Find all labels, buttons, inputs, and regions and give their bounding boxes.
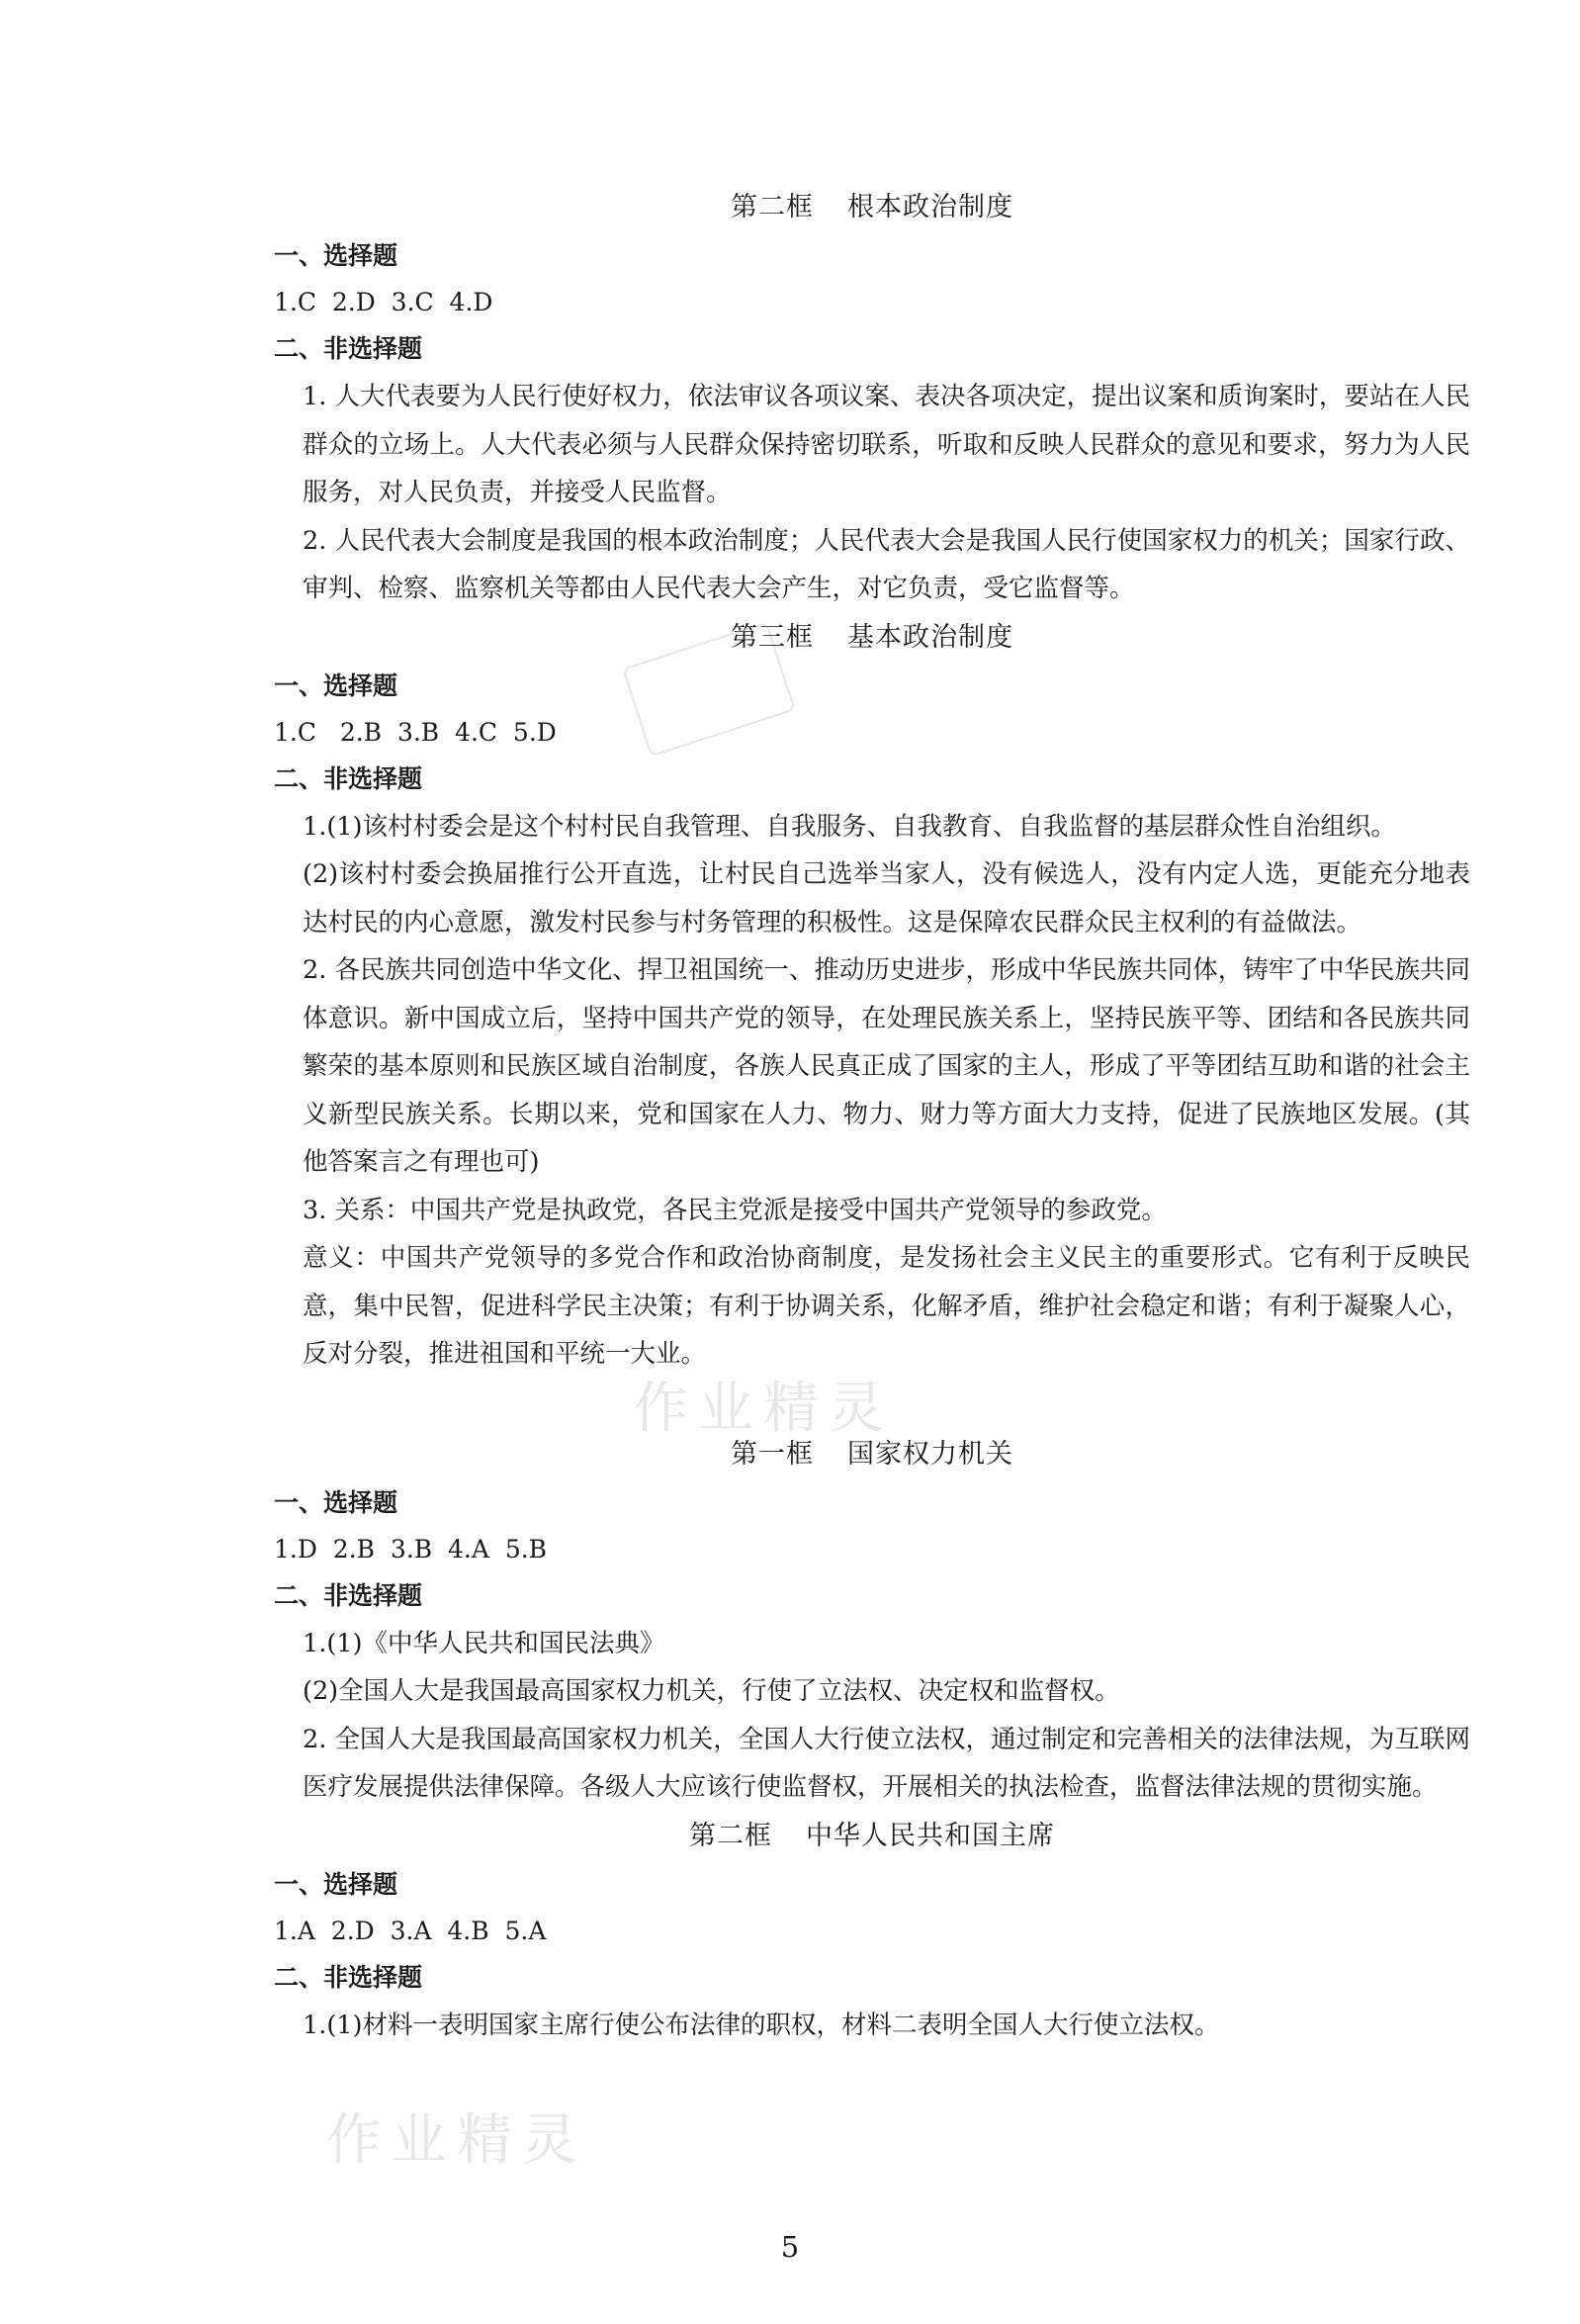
section-name: 根本政治制度 [847,192,1013,223]
section-title [274,613,1470,663]
page-content [274,183,1470,2049]
answer-paragraph: 2. 人民代表大会制度是我国的根本政治制度；人民代表大会是我国人民行使国家权力的机关；国家行政、审判、检察、监察机关等都由人民代表大会产生，对它负责，受它监督等。 [303,525,1470,603]
section-name: 国家权力机关 [847,1438,1013,1470]
choice-answers: 1.D 2.B 3.B 4.A 5.B [274,1534,548,1564]
answer-paragraph: 1.(1)材料一表明国家主席行使公布法律的职权，材料二表明全国人大行使立法权。 [303,2010,1220,2040]
section-number: 第一框 [731,1438,814,1470]
answer-paragraph: 1. 人大代表要为人民行使好权力，依法审议各项议案、表决各项决定，提出议案和质询案时，要站在人民群众的立场上。人大代表必须与人民群众保持密切联系，听取和反映人民群众的意见和要求，努力为人民服务，对人民负责，并接受人民监督。 [303,382,1470,507]
page-number: 5 [780,2230,800,2264]
lesson-title [274,1379,1470,1430]
section-title [274,183,1470,232]
section-title [274,1430,1470,1479]
answer-paragraph: (2)全国人大是我国最高国家权力机关，行使了立法权、决定权和监督权。 [303,1676,1120,1706]
choice-label: 一、选择题 [274,241,398,270]
choice-answers: 1.A 2.D 3.A 4.B 5.A [274,1916,547,1945]
section-title [274,1812,1470,1861]
section-number: 第三框 [731,621,814,653]
answer-paragraph: (2)该村村委会换届推行公开直选，让村民自己选举当家人，没有候选人，没有内定人选，更能充分地表达村民的内心意愿，激发村民参与村务管理的积极性。这是保障农民群众民主权利的有益做法。 [303,859,1470,938]
answer-paragraph: 2. 全国人大是我国最高国家权力机关，全国人大行使立法权，通过制定和完善相关的法律法规，为互联网医疗发展提供法律保障。各级人大应该行使监督权，开展相关的执法检查，监督法律法规的贯彻实施。 [303,1724,1470,1802]
answer-paragraph: 1.(1)该村村委会是这个村村民自我管理、自我服务、自我教育、自我监督的基层群众性自治组织。 [303,811,1396,842]
answer-paragraph: 2. 各民族共同创造中华文化、捍卫祖国统一、推动历史进步，形成中华民族共同体，铸牢了中华民族共同体意识。新中国成立后，坚持中国共产党的领导，在处理民族关系上，坚持民族平等、团结和各民族共同繁荣的基本原则和民族区域自治制度，各族人民真正成了国家的主人，形成了平等团结互助和谐的社会主义新型民族关系。长期以来，党和国家在人力、物力、财力等方面大力支持，促进了民族地区发展。(其他答案言之有理也可) [303,955,1470,1177]
choice-label: 一、选择题 [274,1487,398,1517]
choice-answers: 1.C 2.D 3.C 4.D [274,288,493,316]
nonchoice-label: 二、非选择题 [274,1962,423,1992]
watermark: 作业精灵 [633,1377,894,1441]
watermark: 作业精灵 [326,2108,587,2173]
nonchoice-label: 二、非选择题 [274,1580,423,1610]
choice-label: 一、选择题 [274,670,398,700]
nonchoice-label: 二、非选择题 [274,763,423,793]
answer-paragraph: 意义：中国共产党领导的多党合作和政治协商制度，是发扬社会主义民主的重要形式。它有利于反映民意，集中民智，促进科学民主决策；有利于协调关系，化解矛盾，维护社会稳定和谐；有利于凝聚人心，反对分裂，推进祖国和平统一大业。 [303,1243,1470,1369]
section-name: 基本政治制度 [847,621,1013,653]
section-name: 中华人民共和国主席 [806,1820,1055,1851]
answer-paragraph: 3. 关系：中国共产党是执政党，各民主党派是接受中国共产党领导的参政党。 [303,1195,1167,1225]
choice-label: 一、选择题 [274,1869,398,1899]
nonchoice-label: 二、非选择题 [274,334,423,363]
choice-answers: 1.C 2.B 3.B 4.C 5.D [274,717,557,747]
answer-paragraph: 1.(1)《中华人民共和国民法典》 [303,1628,665,1658]
section-number: 第二框 [731,192,814,223]
section-number: 第二框 [689,1820,772,1851]
